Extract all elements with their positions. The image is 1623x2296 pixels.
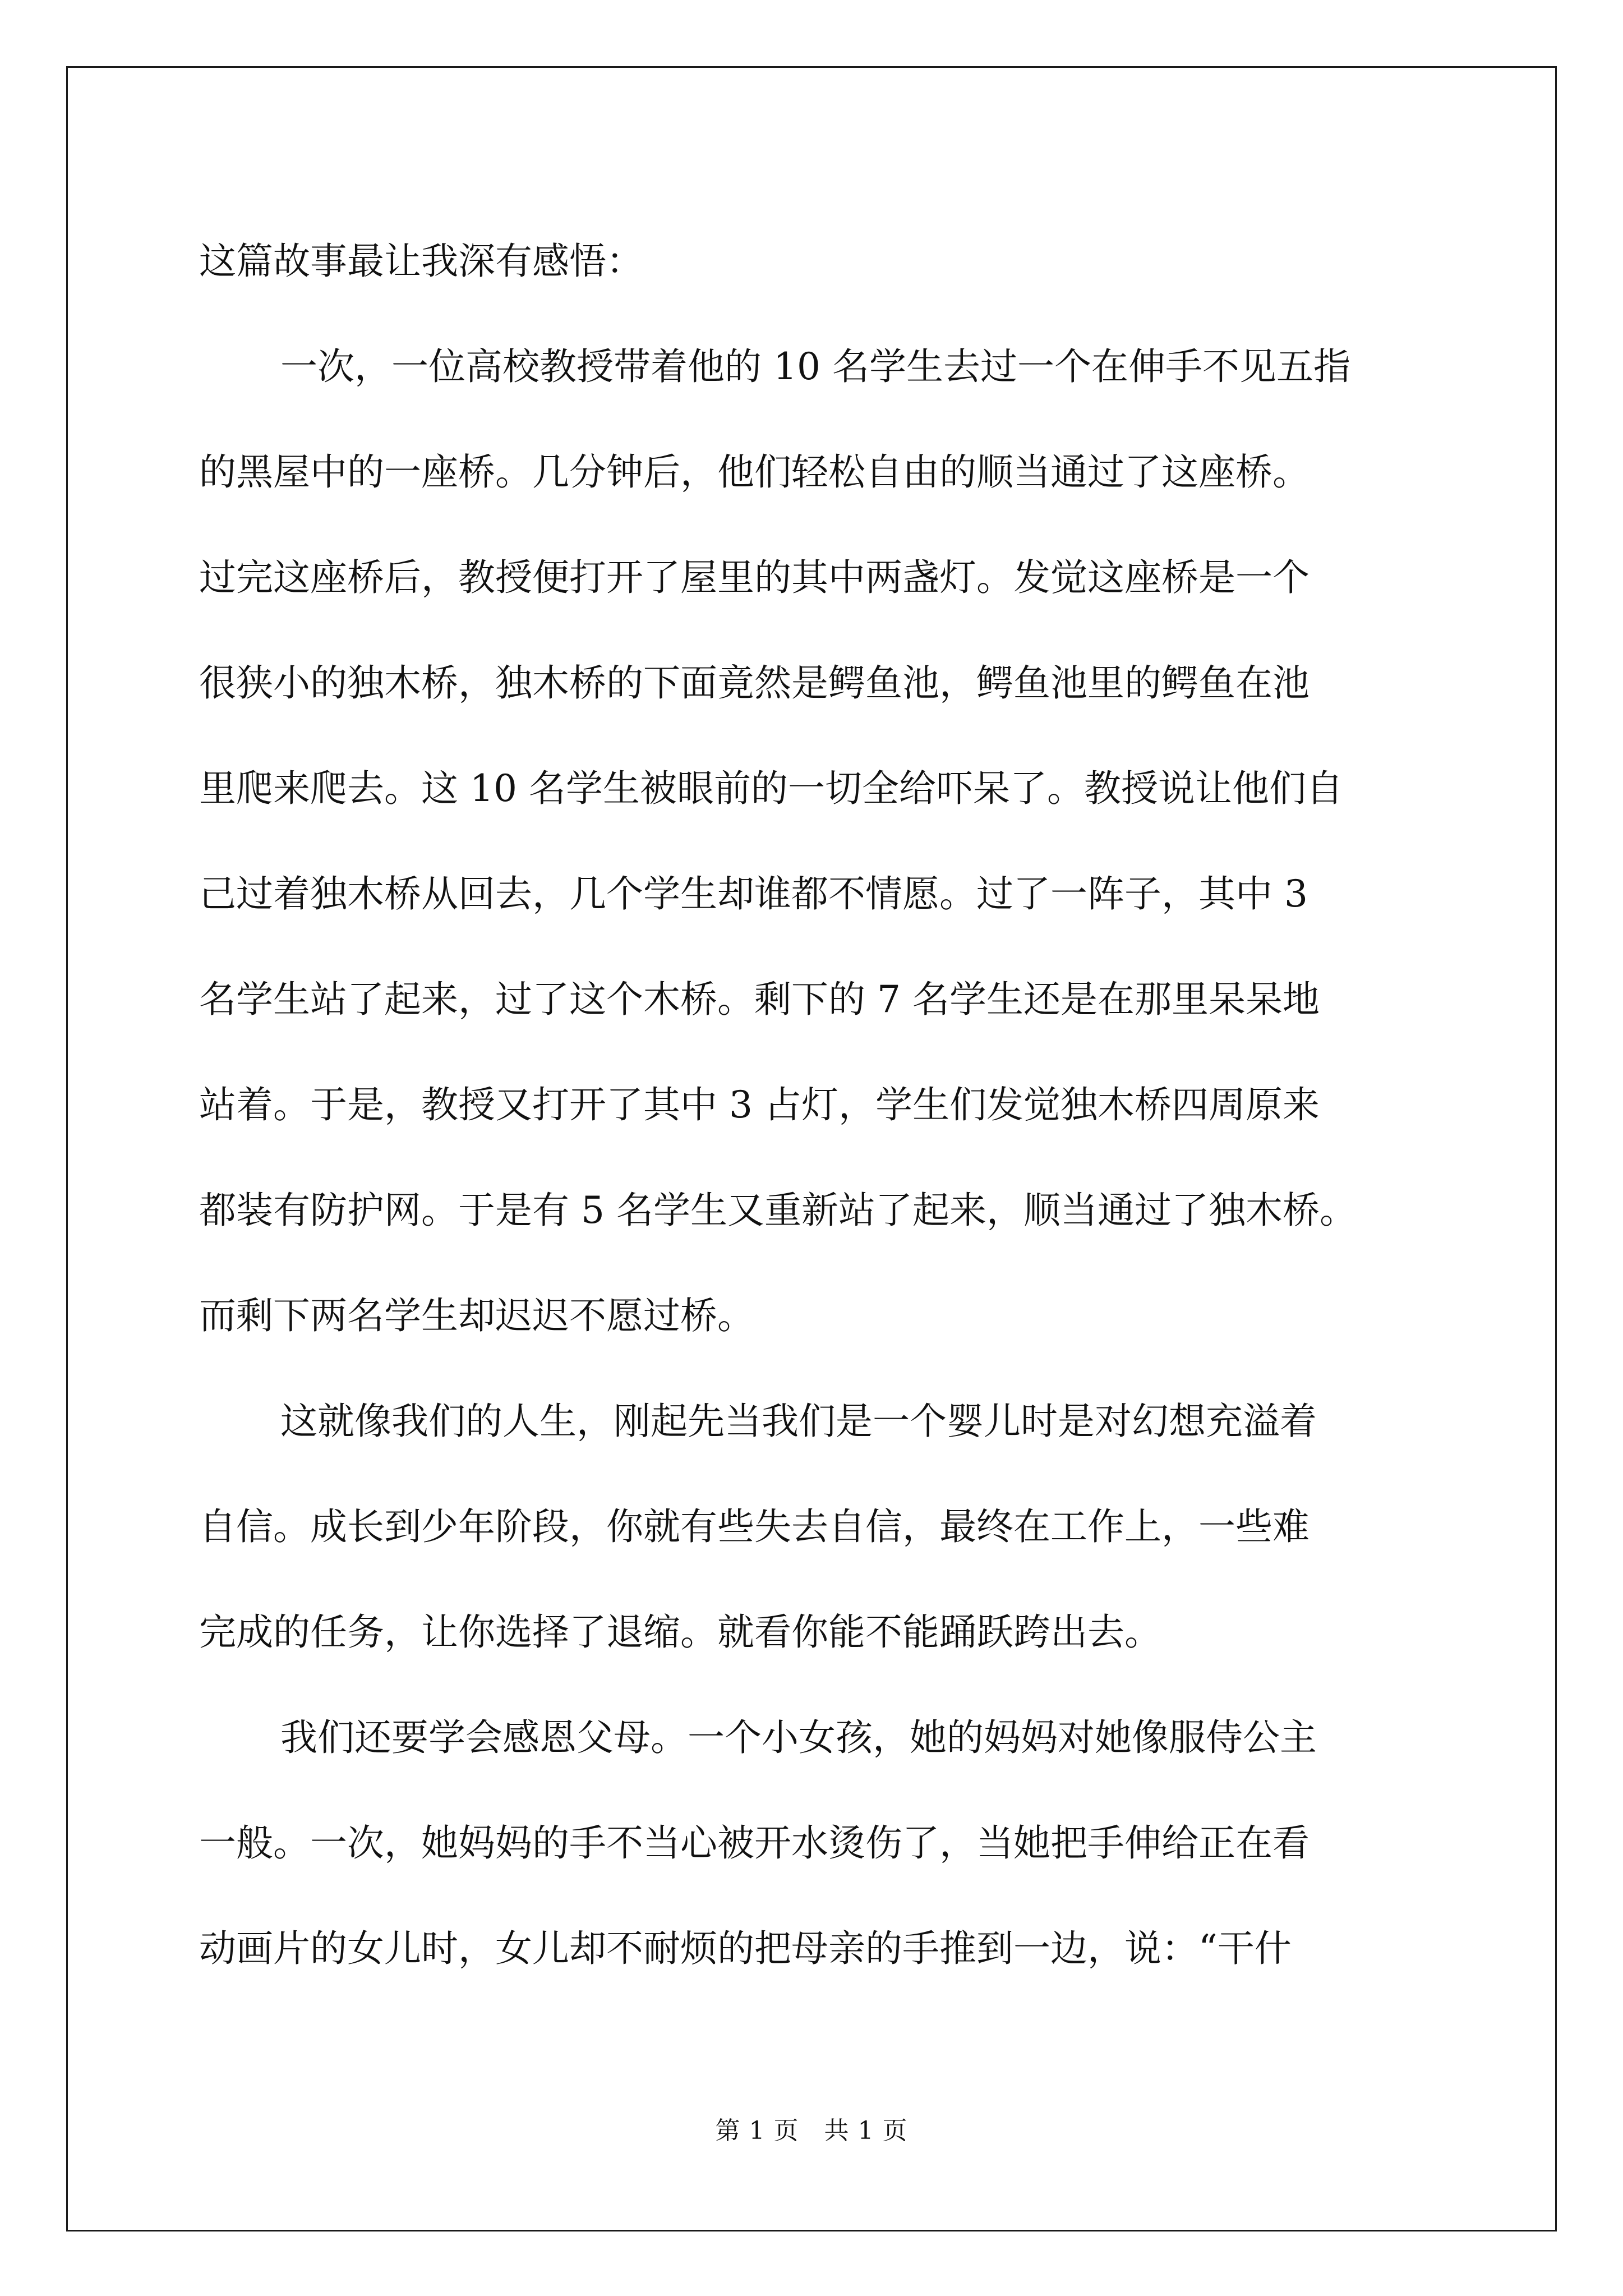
- text-line: 己过着独木桥从回去，几个学生却谁都不情愿。过了一阵子，其中 3: [199, 872, 1308, 915]
- text-line: 我们还要学会感恩父母。一个小女孩，她的妈妈对她像服侍公主: [280, 1716, 1317, 1759]
- text-line: 过完这座桥后，教授便打开了屋里的其中两盏灯。发觉这座桥是一个: [199, 556, 1310, 599]
- text-line: 完成的任务，让你选择了退缩。就看你能不能踊跃跨出去。: [199, 1611, 1161, 1654]
- text-line: 而剩下两名学生却迟迟不愿过桥。: [199, 1294, 754, 1337]
- text-line: 一般。一次，她妈妈的手不当心被开水烫伤了，当她把手伸给正在看: [199, 1821, 1310, 1865]
- text-line: 很狭小的独木桥，独木桥的下面竟然是鳄鱼池，鳄鱼池里的鳄鱼在池: [199, 661, 1310, 705]
- text-line: 一次，一位高校教授带着他的 10 名学生去过一个在伸手不见五指: [280, 345, 1350, 388]
- text-line: 这篇故事最让我深有感悟：: [199, 240, 643, 283]
- text-line: 的黑屋中的一座桥。几分钟后，他们轻松自由的顺当通过了这座桥。: [199, 450, 1310, 494]
- document-body: [199, 209, 1455, 2001]
- text-line: 里爬来爬去。这 10 名学生被眼前的一切全给吓呆了。教授说让他们自: [199, 767, 1343, 810]
- text-line: 都装有防护网。于是有 5 名学生又重新站了起来，顺当通过了独木桥。: [199, 1189, 1357, 1232]
- text-line: 站着。于是，教授又打开了其中 3 占灯，学生们发觉独木桥四周原来: [199, 1083, 1320, 1126]
- text-line: 这就像我们的人生，刚起先当我们是一个婴儿时是对幻想充溢着: [280, 1400, 1317, 1443]
- page-number-footer: 第 1 页 共 1 页: [715, 2116, 908, 2145]
- text-line: 动画片的女儿时，女儿却不耐烦的把母亲的手推到一边，说：“干什: [199, 1927, 1292, 1970]
- text-line: 名学生站了起来，过了这个木桥。剩下的 7 名学生还是在那里呆呆地: [199, 978, 1320, 1021]
- text-line: 自信。成长到少年阶段，你就有些失去自信，最终在工作上，一些难: [199, 1505, 1310, 1548]
